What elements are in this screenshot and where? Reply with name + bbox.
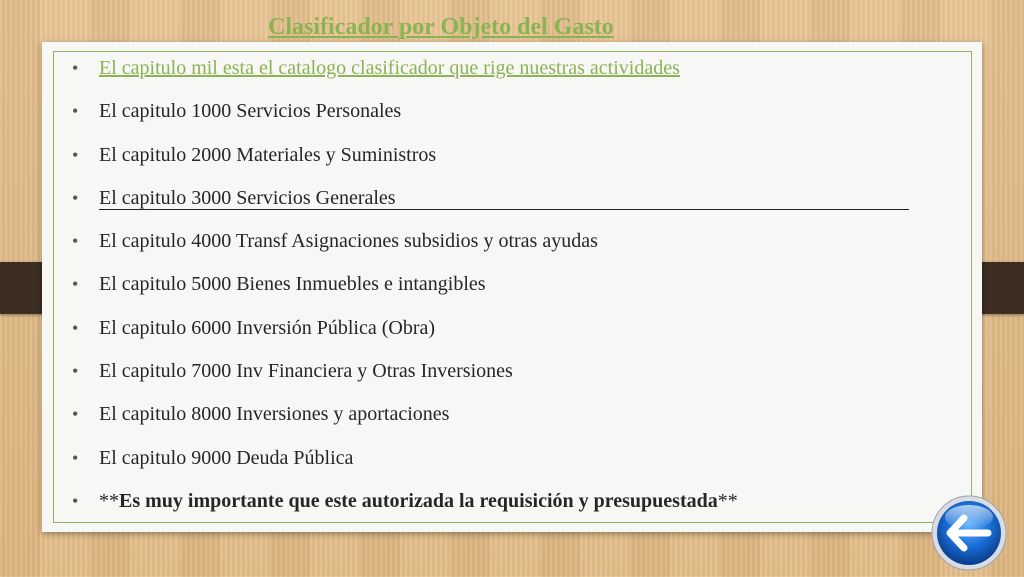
bullet-icon: • [72, 490, 79, 511]
back-button[interactable] [930, 494, 1008, 572]
item-text: El capitulo 2000 Materiales y Suministros [99, 143, 437, 166]
emphasis-suffix: ** [717, 489, 738, 512]
item-text: El capitulo 7000 Inv Financiera y Otras Inversiones [99, 360, 513, 383]
underline-rule [99, 209, 909, 210]
bullet-icon: • [72, 58, 79, 78]
catalog-link[interactable]: El capitulo mil esta el catalogo clasificador que rige nuestras actividades [99, 57, 680, 79]
bullet-icon: • [72, 447, 79, 468]
bullet-icon: • [72, 231, 79, 252]
item-text: El capitulo 5000 Bienes Inmuebles e intangibles [99, 273, 486, 296]
list-item [72, 401, 738, 444]
list-item [72, 315, 738, 358]
bullet-icon: • [72, 274, 79, 295]
bullet-icon: • [72, 101, 79, 122]
bullet-icon: • [72, 144, 79, 165]
bullet-icon: • [72, 361, 79, 382]
important-note: Es muy importante que este autorizada la requisición y presupuestada [119, 489, 718, 512]
list-item-important [72, 488, 738, 531]
bullet-icon: • [72, 187, 79, 208]
list-item [72, 445, 738, 488]
item-text: El capitulo 8000 Inversiones y aportaciones [99, 403, 450, 426]
list-item [72, 55, 738, 98]
item-text: El capitulo 3000 Servicios Generales [99, 186, 396, 209]
list-item [72, 271, 738, 314]
bullet-icon: • [72, 404, 79, 425]
list-item [72, 142, 738, 185]
list-item [72, 98, 738, 141]
bullet-list [72, 55, 738, 531]
arrow-left-icon [930, 494, 1008, 572]
item-text: El capitulo 1000 Servicios Personales [99, 100, 402, 123]
bullet-icon: • [72, 317, 79, 338]
item-text: El capitulo 9000 Deuda Pública [99, 446, 354, 469]
item-text: El capitulo 4000 Transf Asignaciones subsidios y otras ayudas [99, 230, 598, 253]
list-item [72, 358, 738, 401]
list-item [72, 228, 738, 271]
list-item [72, 185, 738, 228]
slide-title[interactable]: Clasificador por Objeto del Gasto [268, 14, 614, 40]
content-card [42, 42, 982, 532]
item-text: El capitulo 6000 Inversión Pública (Obra) [99, 316, 436, 339]
emphasis-prefix: ** [99, 489, 119, 512]
